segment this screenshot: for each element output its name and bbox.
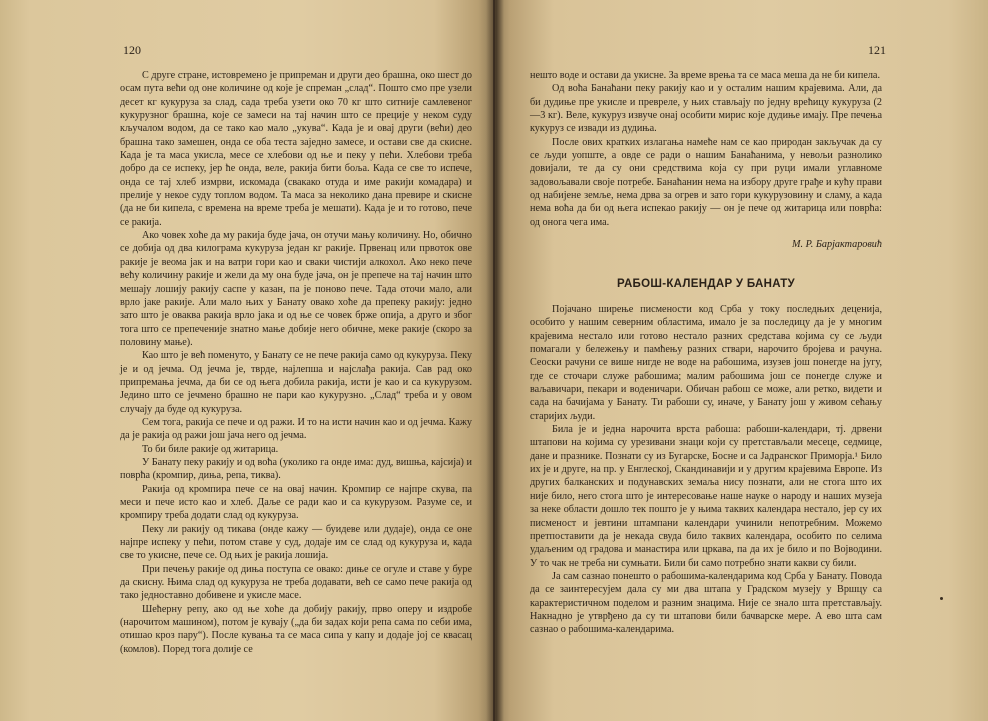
paragraph: Сем тога, ракија се пече и од ражи. И то на исти начин као и од јечма. Кажу да је ракија од ражи још јача него од јечма. [120,416,472,442]
left-page-body [120,69,472,656]
paragraph: Као што је већ поменуто, у Банату се не пече ракија само од кукуруза. Пеку је и од јечма. Од јечма је, тврде, најлепша и најслађа ракија. Сав рад око припремања јечма, да би се од њега добила ракија, исти је као и са кукурузом. Једино што се јечмено брашно не пари као кукурузно. „Слад“ треба и у овом случају да буде од кукуруза. [120,350,472,415]
paragraph: С друге стране, истовремено је припреман и други део брашна, око шест до осам пута већи од оне количине од које је спреман „слад“. Пошто смо пре узели десет кг кукуруза за слад, сада треба узети око 70 кг што ситније самлевеног кукурузног брашна, које се замеси на тај начин што се преције у неком суду кључалом водом, да се тако као мало „укува“. Када је и овај други (већи) део брашна тако замешен, онда се оба теста заједно замесе, и остави све да скисне. Када је та маса укисла, месе се хлебови од ње и пеку у пећи. Хлебови треба добро да се испеку, јер ће онда, веле, ракија бити боља. Када се све то испече, онда се тај хлеб измрви, искомада (свакако отуда и име ракији комадара) и прелије у некое суду топлом водом. Та маса за неколико дана превире и скисне (да не би кипела, с времена на време треба је мешати). Када је и то готово, пече се ракија. [120,70,472,228]
paragraph: Била је и једна нарочита врста рабоша: рабоши-календари, тј. дрвени штапови на којима су урезивани знаци који су претстављали месеце, седмице, дане и празнике. Познати су из Бугарске, Босне и са Јадранског Приморја.¹ Било их је и друге, на пр. у Енглеској, Скандинавији и у другим крајевима Европе. Из других балканских и подунавских земаља нису познати, али не стога што их није било, него стога што је интересовање наше науке о народу и наших музеја за неке области дошло тек пошто је у њима таквих календара нестало, јер су их писменост и јевтини штампани календари учинили непотребним. Можемо претпоставити да је некада свуда било таквих календара, особито по селима удаљеним од градова и манастира или цркава, па да их је било и по Војводини. У то чак не треба ни сумњати. Били би само потребно знати какви су били. [530,424,882,569]
paragraph: Од воћа Банаћани пеку ракију као и у осталим нашим крајевима. Али, да би дудиње пре укисле и превреле, у њих стављају по једну врећицу кукуруза (2—3 кг). Веле, кукуруз извуче онај особити мирис које дудиње имају. Пре печења кукуруз се извади из дудиња. [530,83,882,135]
author-signature: М. Р. Барјактаровић [792,239,882,250]
paragraph: нешто воде и остави да укисне. За време врења та се маса меша да не би кипела. [530,70,880,81]
paragraph: Појачано ширење писмености код Срба у току последњих деценија, особито у нашим северним областима, имало је за последицу да је у многим крајевима нестало или готово нестало разних средстава којима су се људи помагали у бележењу и памћењу разних ствари, нарочито бројева и рачуна. Сеоски рачуни се више нигде не воде на рабошима, изузев још понегде на југу, где се сточари служе рабошима; малим рабошима још се понегде служе и ваљавичари, пекари и воденичари. Обичан рабош се може, али ретко, видети и сада на бачијама у Банату. Ти рабоши су, иначе, у Банату још у живом сећању старијих људи. [530,304,882,422]
paper-speck [940,597,943,600]
paragraph: Пеку ли ракију од тикава (онде кажу — буидеве или дудаје), онда се оне најпре испеку у пећи, потом ставе у суд, додаје им се слад од кукуруза и, када све то укисне, пече се. Од њих је ракија лошија. [120,523,472,562]
paragraph: При печењу ракије од диња поступа се овако: диње се огуле и ставе у буре да скисну. Њима слад од кукуруза не треба додавати, већ се само пече ракија од тако једноставно добивене и укисле масе. [120,563,472,602]
page-number-left: 120 [123,43,141,57]
paragraph: То би биле ракије од житарица. [142,443,279,455]
section-title: РАБОШ-КАЛЕНДАР У БАНАТУ [616,278,796,290]
paragraph: У Банату пеку ракију и од воћа (уколико га онде има: дуд, вишња, кајсија) и поврћа (кромпир, диња, репа, тиква). [120,456,472,482]
paragraph: Ја сам сазнао понешто о рабошима-календарима код Срба у Банату. Повода да се заинтересујем дала су ми два штапа у Градском музеју у Вршцу са карактеристичном поделом и разним знацима. Није се знало шта претстављају. Накнадно је утврђено да су ти штапови били бачварске мере. А ево шта сам сазнао о рабошима-календарима. [530,570,882,636]
page-number-right: 121 [868,43,886,57]
right-page-body-bottom [530,303,882,637]
paragraph: После ових кратких излагања намеће нам се као природан закључак да су се људи уопште, а овде се ради о нашим Банаћанима, у невољи разнолико довијали, те да су они средствима која су при руци имали углавноме задовољавали своје потребе. Банаћанин нема на избору друге грађе и кућу прави од набијене земље, нема дрва за огрев и зато гори кукурузовину и сламу, а када нема воћа да би од њега испекао ракију — он је пече од житарица или поврћа: од онога чега има. [530,136,882,228]
left-page [0,0,493,721]
right-page-body-top [530,69,882,229]
right-page [495,0,988,721]
paragraph: Ракија од кромпира пече се на овај начин. Кромпир се најпре скува, па меси и пече исто као и хлеб. Даље се ради као и са кукурузом. Разуме се, и кромпиру треба додати слад од кукуруза. [120,483,472,522]
paragraph: Шећерну репу, ако од ње хоће да добију ракију, прво оперу и издробе (нарочитом машином), потом је кувају („да би задах који репа сама по себи има, отишао кроз пару“). После кувања та се маса сипа у капу и додаје јој се квасац (комлов). Поред тога долије се [120,603,472,655]
paragraph: Ако човек хоће да му ракија буде јача, он отучи мању количину. Но, обично се добија од два килограма кукуруза један кг ракије. Првенац или првоток ове ракије је веома јак и на ватри гори као и сваки чистији алкохол. Ако неко пече већу количину ракије и жели да му она буде јача, он је препече на тај начин што мешају лошију ракију саспе у казан, па је поново пече. Тада оточи мало, али врло јаке ракије. Али мало њих у Банату овако хоће да препеку ракију: једно зато што је оваква ракија врло јака и од ње се човек брже опија, а друго и због тога што се препеченије знатно мање добије него обичне, меке ракије (скоро за половину мање). [120,230,472,348]
